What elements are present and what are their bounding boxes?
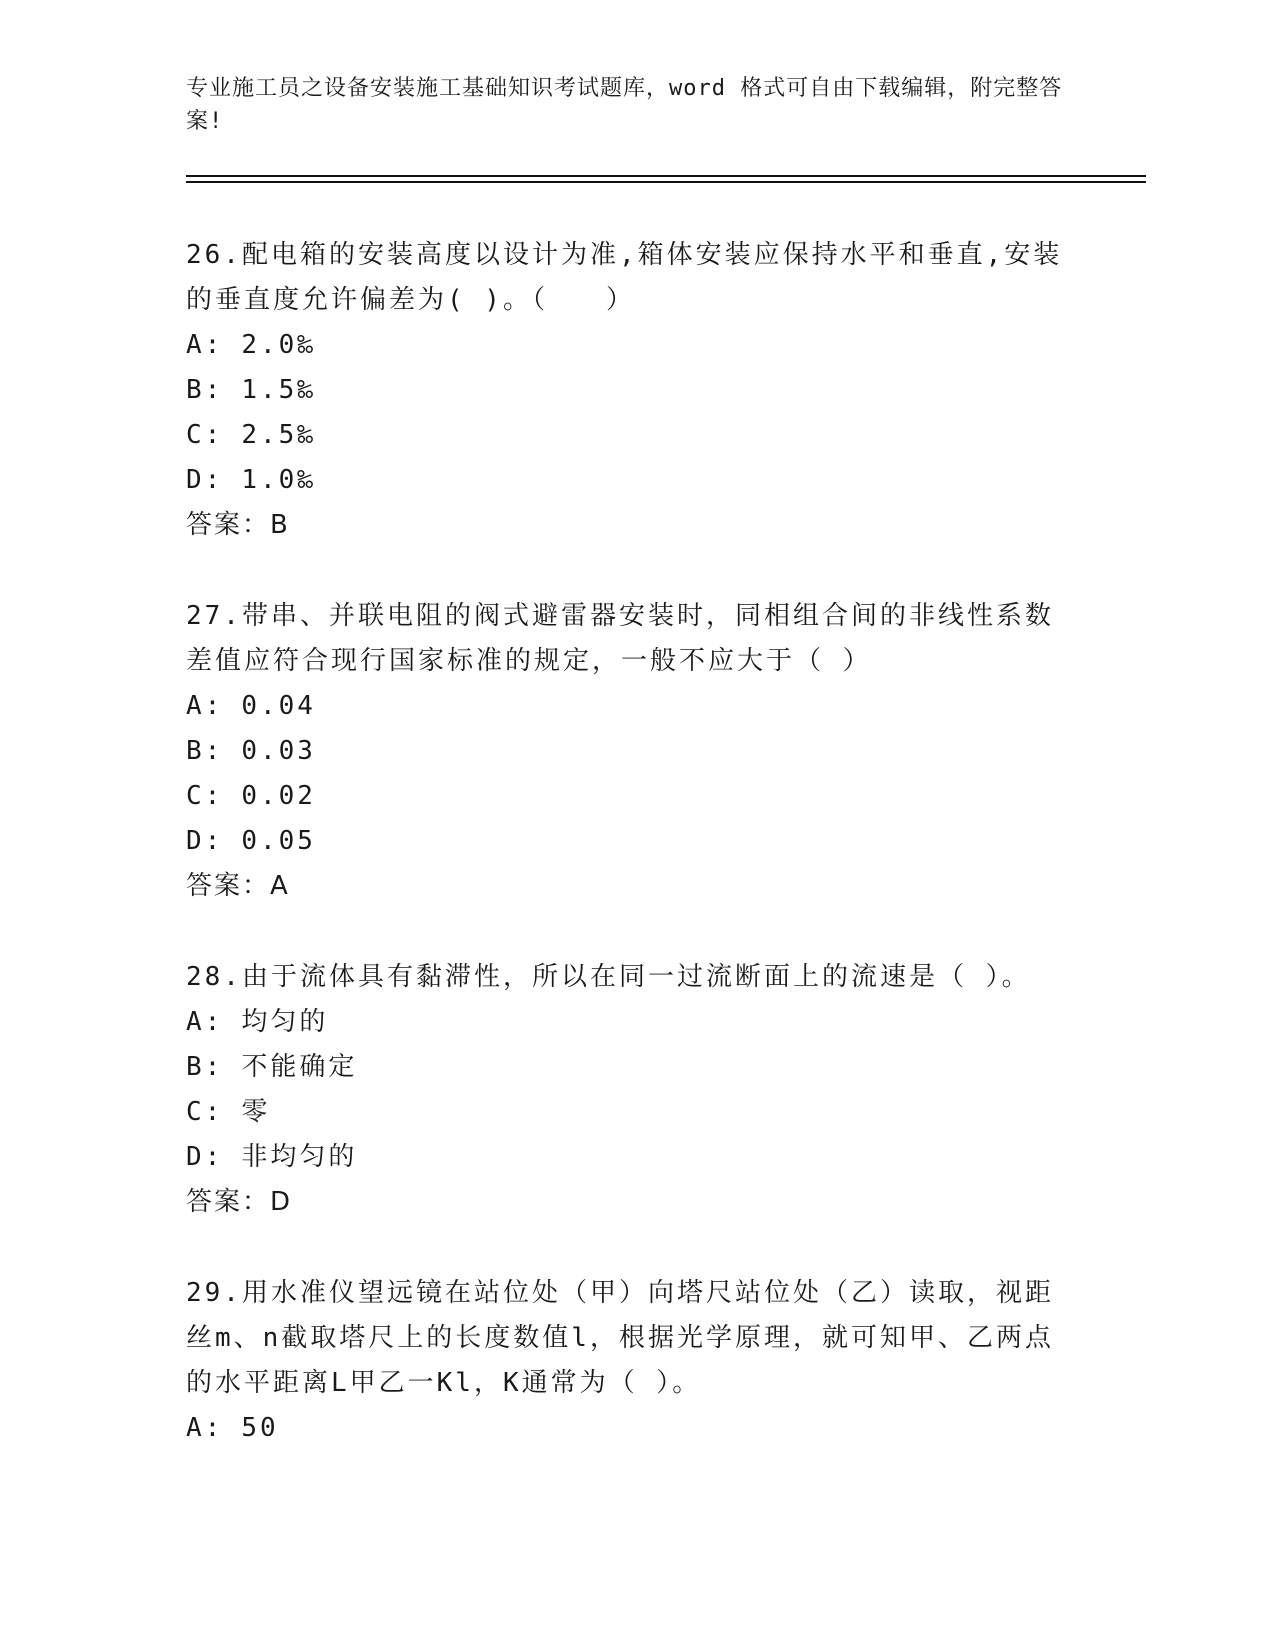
option-label: A: [186,691,224,721]
question-text: 28.由于流体具有黏滞性，所以在同一过流断面上的流速是（ ）。 [186,962,1031,992]
question-28 [186,955,1066,1225]
option-text: 非均匀的 [241,1142,358,1172]
option-a [186,1406,1066,1451]
option-a [186,1000,1066,1045]
option-text: 不能确定 [241,1052,358,1082]
question-list [186,233,1066,1497]
option-text: 2.5‰ [241,420,316,450]
option-text: 零 [241,1097,271,1127]
option-text: 1.0‰ [241,465,316,495]
question-26 [186,233,1066,548]
header-divider-bottom [186,181,1146,183]
option-label: B: [186,736,224,766]
answer-line: 答案：B [186,510,290,540]
option-text: 0.04 [241,691,316,721]
option-d [186,458,1066,503]
header-divider-top [186,175,1146,177]
option-text: 均匀的 [241,1007,329,1037]
option-c [186,774,1066,819]
option-d [186,819,1066,864]
question-text: 27.带串、并联电阻的阀式避雷器安装时，同相组合间的非线性系数差值应符合现行国家标准的规定，一般不应大于（ ） [186,601,1054,676]
option-text: 0.05 [241,826,316,856]
document-page [186,0,1146,1650]
option-label: C: [186,420,224,450]
option-label: B: [186,1052,224,1082]
question-29 [186,1271,1066,1451]
option-text: 0.02 [241,781,316,811]
option-label: D: [186,465,224,495]
option-c [186,413,1066,458]
answer-line: 答案：D [186,1187,293,1217]
question-27 [186,594,1066,909]
option-label: B: [186,375,224,405]
option-a [186,684,1066,729]
option-label: A: [186,330,224,360]
option-label: C: [186,1097,224,1127]
question-text: 26.配电箱的安装高度以设计为准,箱体安装应保持水平和垂直,安装的垂直度允许偏差为( )。（ ） [186,240,1063,315]
option-b [186,729,1066,774]
option-text: 50 [241,1413,279,1443]
question-text: 29.用水准仪望远镜在站位处（甲）向塔尺站位处（乙）读取，视距丝m、n截取塔尺上的长度数值l，根据光学原理，就可知甲、乙两点的水平距离L甲乙一Kl，K通常为（ ）。 [186,1278,1054,1398]
option-text: 0.03 [241,736,316,766]
document-header: 专业施工员之设备安装施工基础知识考试题库，word 格式可自由下载编辑，附完整答案! [186,76,1063,134]
option-a [186,323,1066,368]
option-label: A: [186,1007,224,1037]
option-label: D: [186,1142,224,1172]
option-text: 1.5‰ [241,375,316,405]
option-c [186,1090,1066,1135]
option-label: D: [186,826,224,856]
option-b [186,1045,1066,1090]
option-b [186,368,1066,413]
answer-line: 答案：A [186,871,290,901]
option-d [186,1135,1066,1180]
option-text: 2.0‰ [241,330,316,360]
option-label: C: [186,781,224,811]
option-label: A: [186,1413,224,1443]
